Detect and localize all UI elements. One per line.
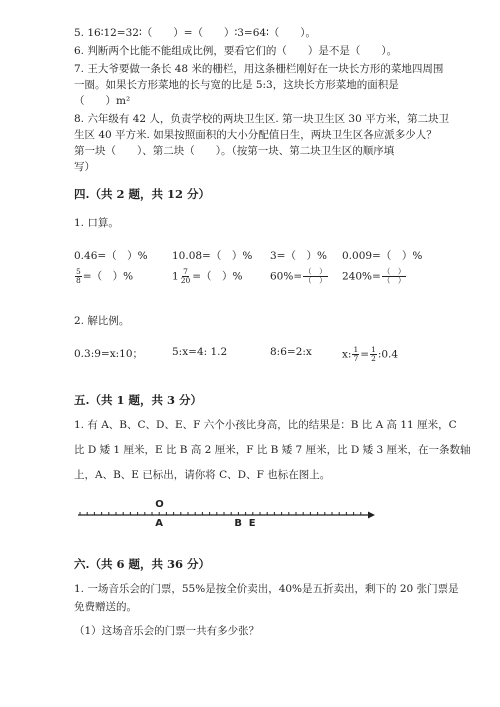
mental-math-item: 240%= $\frac{( )}{( )}$: [342, 267, 406, 285]
point-a-label: A: [155, 518, 163, 529]
mental-math-row-1: [74, 248, 454, 264]
question-6: 6. 判断两个比能不能组成比例，要看它们的（ ）是不是（ ）。: [74, 45, 398, 57]
mental-math-title: 1. 口算。: [74, 217, 119, 229]
mental-math-item: 10.08=（ ）%: [172, 250, 253, 262]
fraction: $\frac{1}{7}$: [353, 345, 359, 363]
point-b-label: B: [234, 518, 243, 529]
fraction: $\frac{7}{20}$: [180, 267, 191, 285]
mental-math-item: 60%= $\frac{( )}{( )}$: [270, 267, 327, 285]
question-7-line-3: （ ）m²: [74, 95, 131, 107]
mental-math-item: 0.009=（ ）%: [342, 250, 423, 262]
solve-proportion-title: 2. 解比例。: [74, 315, 130, 327]
section-4-header: 四.（共 2 题，共 12 分）: [74, 187, 211, 201]
fraction: $\frac{( )}{( )}$: [382, 267, 406, 285]
question-8-line-4: 写）: [74, 161, 95, 173]
fraction: $\frac{1}{2}$: [371, 345, 376, 363]
proportion-item: 5:x=4: 1.2: [172, 346, 228, 358]
section-6-header: 六.（共 6 题，共 36 分）: [74, 557, 211, 571]
proportion-row: [74, 346, 454, 366]
question-7-line-2: 一圈。如果长方形菜地的长与宽的比是 5:3，这块长方形菜地的面积是: [74, 79, 399, 91]
section-5-header: 五.（共 1 题，共 3 分）: [74, 393, 203, 407]
proportion-item: x: $\frac{1}{7}$ = $\frac{1}{2}$ :0.4: [342, 345, 399, 363]
section-6-q1-line-2: 免费赠送的。: [74, 601, 137, 613]
proportion-item: 0.3:9=x:10；: [74, 348, 144, 360]
question-8-line-3: 第一块（ ）、第二块（ ）。（按第一块、第二块卫生区的顺序填: [74, 145, 395, 157]
mental-math-item: $\frac{5}{8}$ =（ ）%: [76, 267, 134, 285]
mental-math-item: 1 $\frac{7}{20}$ =（ ）%: [172, 267, 243, 285]
origin-label: O: [155, 499, 164, 510]
mental-math-item: 3=（ ）%: [270, 250, 327, 262]
mental-math-row-2: [74, 268, 454, 290]
fraction: $\frac{( )}{( )}$: [304, 267, 327, 285]
section-5-q1-line-3: 上，A、B、E 已标出，请你将 C、D、F 也标在图上。: [74, 469, 331, 481]
question-8-line-2: 生区 40 平方米. 如果按照面积的大小分配值日生，两块卫生区各应派多少人？: [74, 129, 437, 141]
proportion-item: 8:6=2:x: [270, 346, 312, 358]
point-e-label: E: [248, 518, 256, 529]
number-line-axis: [76, 498, 376, 532]
number-line: [76, 498, 376, 532]
question-7-line-1: 7. 王大爷要做一条长 48 米的栅栏，用这条栅栏刚好在一块长方形的菜地四周围: [74, 63, 444, 75]
mental-math-item: 0.46=（ ）%: [74, 250, 148, 262]
section-6-q1-sub-1: （1）这场音乐会的门票一共有多少张？: [74, 625, 260, 637]
section-5-q1-line-2: 比 D 矮 1 厘米，E 比 B 高 2 厘米，F 比 B 矮 7 厘米，比 D 矮 3 厘米，在一条数轴: [74, 444, 471, 456]
axis-arrow: [368, 512, 375, 519]
question-8-line-1: 8. 六年级有 42 人，负责学校的两块卫生区. 第一块卫生区 30 平方米，第二块卫: [74, 113, 450, 125]
section-6-q1-line-1: 1. 一场音乐会的门票，55%是按全价卖出，40%是五折卖出，剩下的 20 张门票是: [74, 583, 459, 595]
fraction: $\frac{5}{8}$: [76, 267, 81, 285]
question-5: 5. 16∶12=32∶（ ）=（ ）∶3=64∶（ ）。: [74, 27, 317, 39]
section-5-q1-line-1: 1. 有 A、B、C、D、E、F 六个小孩比身高，比的结果是：B 比 A 高 11 厘米，C: [74, 419, 457, 431]
